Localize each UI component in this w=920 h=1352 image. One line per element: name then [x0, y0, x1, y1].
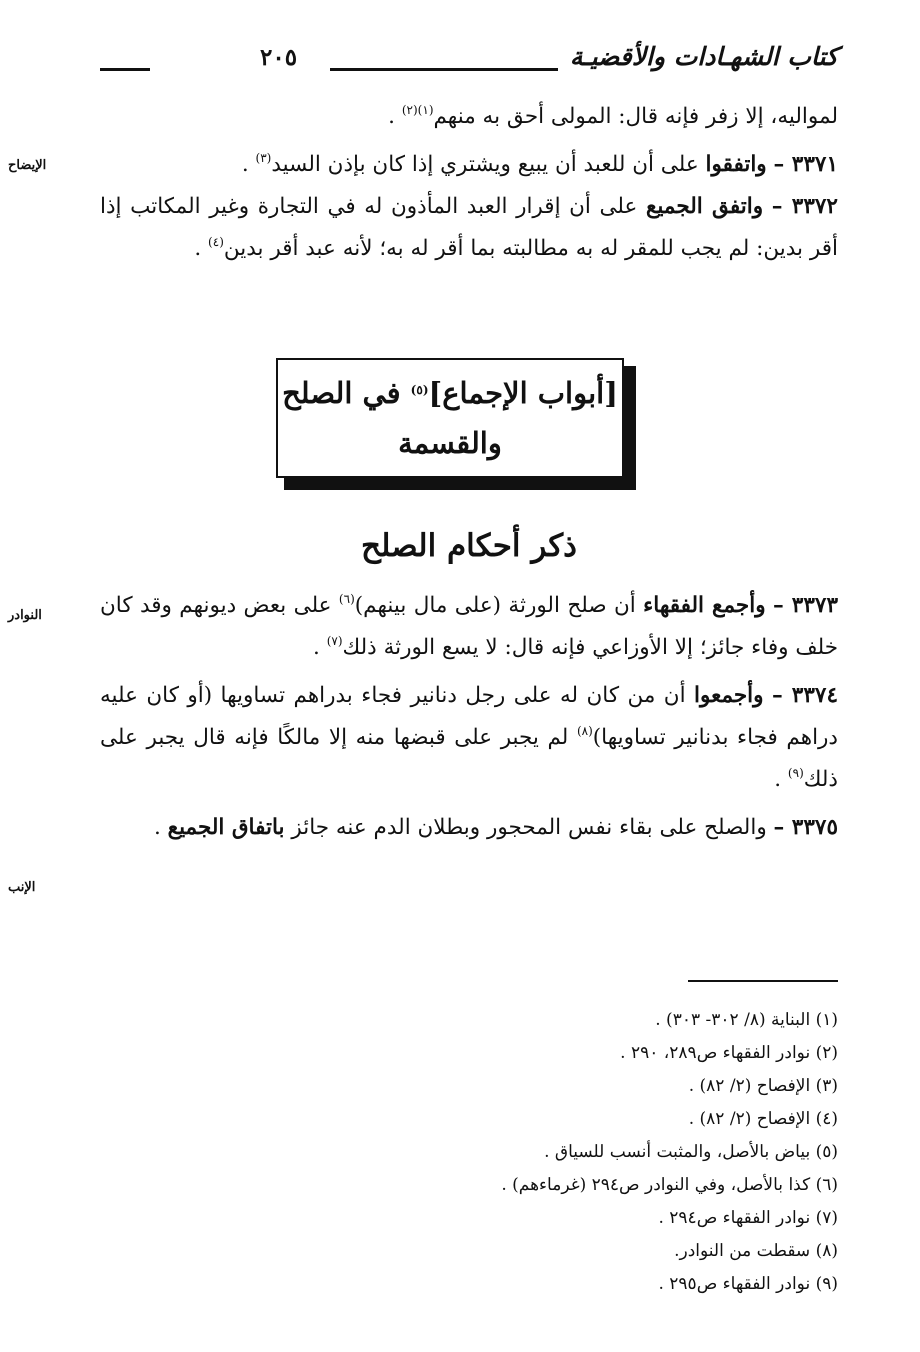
- paragraph-text: على أن إقرار العبد المأذون له في التجارة وغير المكاتب إذا أقر بدين: لم يجب للمقر له به مطالبته بما أقر له به؛ لأنه عبد أقر بدين: [100, 194, 838, 261]
- header-rule-left: [100, 68, 150, 71]
- footnote-ref: (٣): [255, 151, 272, 165]
- title-part: [أبواب الإجماع]: [428, 376, 618, 410]
- book-title: كتاب الشهـادات والأقضيـة: [569, 42, 838, 71]
- footnote: (٦) كذا بالأصل، وفي النوادر ص٢٩٤ (غرماءهم) .: [501, 1175, 838, 1195]
- paragraph: [100, 186, 838, 270]
- paragraph: [100, 807, 838, 849]
- paragraph: [100, 96, 838, 138]
- footnote-ref: (٩): [787, 766, 804, 780]
- footnote-ref: (٦): [338, 592, 355, 606]
- lead-phrase: واتفق الجميع: [645, 194, 764, 219]
- top-paragraphs: [100, 96, 838, 270]
- paragraph-end: .: [153, 815, 161, 840]
- paragraph-text: على أن للعبد أن يبيع ويشتري إذا كان بإذن السيد: [271, 152, 699, 177]
- paragraph-end: .: [313, 635, 320, 660]
- paragraph-text: أن من كان له على رجل دنانير فجاء بدراهم تساويها (أو كان عليه دراهم فجاء بدنانير تساويها): [100, 683, 839, 750]
- section-title-box: [276, 358, 636, 488]
- section-title-line2: والقسمة: [398, 426, 502, 460]
- lead-phrase: باتفاق الجميع: [167, 815, 285, 840]
- paragraph-text: لمواليه، إلا زفر فإنه قال: المولى أحق به منهم: [433, 104, 838, 129]
- subheading: ذكر أحكام الصلح: [360, 528, 577, 564]
- footnote-divider: [688, 980, 838, 982]
- footnote: (١) البناية (٨/ ٣٠٢- ٣٠٣) .: [655, 1010, 838, 1030]
- entry-number: ٣٣٧٥ –: [773, 815, 838, 840]
- footnotes: [100, 1004, 838, 1301]
- footnote: (٨) سقطت من النوادر.: [674, 1241, 838, 1261]
- paragraph: [100, 675, 838, 801]
- margin-note: الإنب: [8, 880, 36, 895]
- paragraph-text: والصلح على بقاء نفس المحجور وبطلان الدم عنه جائز: [291, 815, 767, 840]
- title-part: في الصلح: [282, 376, 401, 410]
- margin-note: النوادر: [8, 608, 42, 623]
- lead-phrase: واتفقوا: [705, 152, 767, 177]
- footnote: (٧) نوادر الفقهاء ص٢٩٤ .: [658, 1208, 838, 1228]
- paragraph-end: .: [194, 236, 202, 261]
- paragraph-text: لم يجبر على قبضها منه إلا مالكًا فإنه قال يجبر على ذلك: [100, 725, 838, 792]
- paragraph-text: على بعض ديونهم وقد كان خلف وفاء جائز؛ إلا الأوزاعي فإنه قال: لا يسع الورثة ذلك: [100, 593, 838, 660]
- footnote: (٣) الإفصاح (٢/ ٨٢) .: [688, 1076, 838, 1096]
- footnote-ref: (٤): [208, 235, 224, 249]
- footnote: (٢) نوادر الفقهاء ص٢٨٩، ٢٩٠ .: [620, 1043, 838, 1063]
- footnote-ref: (١)(٢): [401, 103, 434, 117]
- entry-number: ٣٣٧٣ –: [773, 593, 838, 618]
- paragraph-end: .: [388, 104, 395, 129]
- section-title-line1: [278, 368, 622, 418]
- entry-number: ٣٣٧٢ –: [771, 194, 838, 219]
- paragraph-text: أن صلح الورثة (على مال بينهم): [354, 593, 636, 618]
- footnote-ref: (٥): [410, 383, 429, 397]
- lead-phrase: وأجمعوا: [694, 683, 764, 708]
- lead-phrase: وأجمع الفقهاء: [643, 593, 766, 618]
- footnote: (٤) الإفصاح (٢/ ٨٢) .: [688, 1109, 838, 1129]
- section-title: [276, 358, 624, 478]
- footnote-ref: (٨): [576, 724, 593, 738]
- margin-note: الإيضاح: [8, 158, 47, 173]
- entry-number: ٣٣٧٤ –: [771, 683, 838, 708]
- paragraph: [100, 144, 838, 186]
- footnote: (٩) نوادر الفقهاء ص٢٩٥ .: [658, 1274, 838, 1294]
- page-number: ٢٠٥: [260, 44, 298, 71]
- paragraph: [100, 585, 838, 669]
- entry-number: ٣٣٧١ –: [773, 152, 838, 177]
- header-rule: [330, 68, 558, 71]
- footnote: (٥) بياض بالأصل، والمثبت أنسب للسياق .: [544, 1142, 838, 1162]
- paragraph-end: .: [774, 767, 782, 792]
- footnote-ref: (٧): [326, 634, 343, 648]
- section-paragraphs: [100, 585, 838, 849]
- paragraph-end: .: [241, 152, 249, 177]
- running-header: [100, 42, 838, 82]
